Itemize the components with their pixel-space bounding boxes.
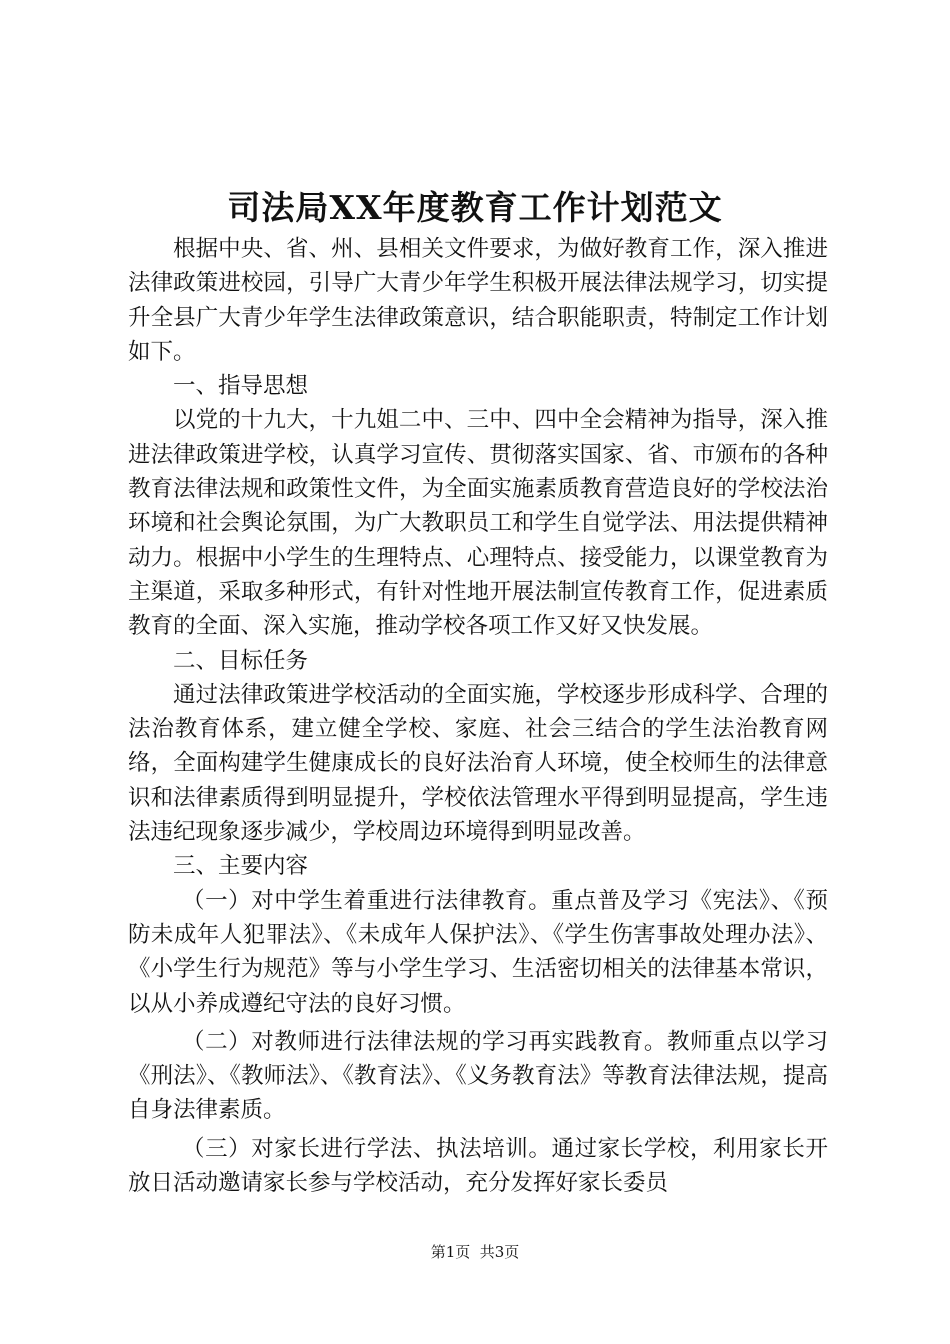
content-item-students: （一）对中学生着重进行法律教育。重点普及学习《宪法》、《预防未成年人犯罪法》、《未成年人保护法》、《学生伤害事故处理办法》、《小学生行为规范》等与小学生学习、生活密切相关的法律基本常识，以从小养成遵纪守法的良好习惯。	[128, 887, 828, 1017]
section-heading-goals: 二、目标任务	[173, 647, 309, 674]
document-body	[128, 232, 828, 1200]
section-heading-main-content: 三、主要内容	[173, 853, 309, 880]
page-footer: 第1页 共3页	[430, 1243, 520, 1261]
document-title: 司法局XX年度教育工作计划范文	[227, 188, 723, 227]
guiding-ideology-paragraph: 以党的十九大，十九姐二中、三中、四中全会精神为指导，深入推进法律政策进学校，认真学习宣传、贯彻落实国家、省、市颁布的各种教育法律法规和政策性文件，为全面实施素质教育营造良好的学校法治环境和社会舆论氛围，为广大教职员工和学生自觉学法、用法提供精神动力。根据中小学生的生理特点、心理特点、接受能力，以课堂教育为主渠道，采取多种形式，有针对性地开展法制宣传教育工作，促进素质教育的全面、深入实施，推动学校各项工作又好又快发展。	[128, 407, 828, 640]
content-item-parents: （三）对家长进行学法、执法培训。通过家长学校，利用家长开放日活动邀请家长参与学校活动，充分发挥好家长委员	[128, 1135, 828, 1197]
intro-paragraph: 根据中央、省、州、县相关文件要求，为做好教育工作，深入推进法律政策进校园，引导广大青少年学生积极开展法律法规学习，切实提升全县广大青少年学生法律政策意识，结合职能职责，特制定工作计划如下。	[128, 236, 828, 365]
section-heading-guiding-ideology: 一、指导思想	[173, 373, 309, 400]
goals-paragraph: 通过法律政策进学校活动的全面实施，学校逐步形成科学、合理的法治教育体系，建立健全学校、家庭、社会三结合的学生法治教育网络，全面构建学生健康成长的良好法治育人环境，使全校师生的法律意识和法律素质得到明显提升，学校依法管理水平得到明显提高，学生违法违纪现象逐步减少，学校周边环境得到明显改善。	[128, 681, 828, 846]
content-item-teachers: （二）对教师进行法律法规的学习再实践教育。教师重点以学习《刑法》、《教师法》、《教育法》、《义务教育法》等教育法律法规，提高自身法律素质。	[128, 1028, 828, 1124]
